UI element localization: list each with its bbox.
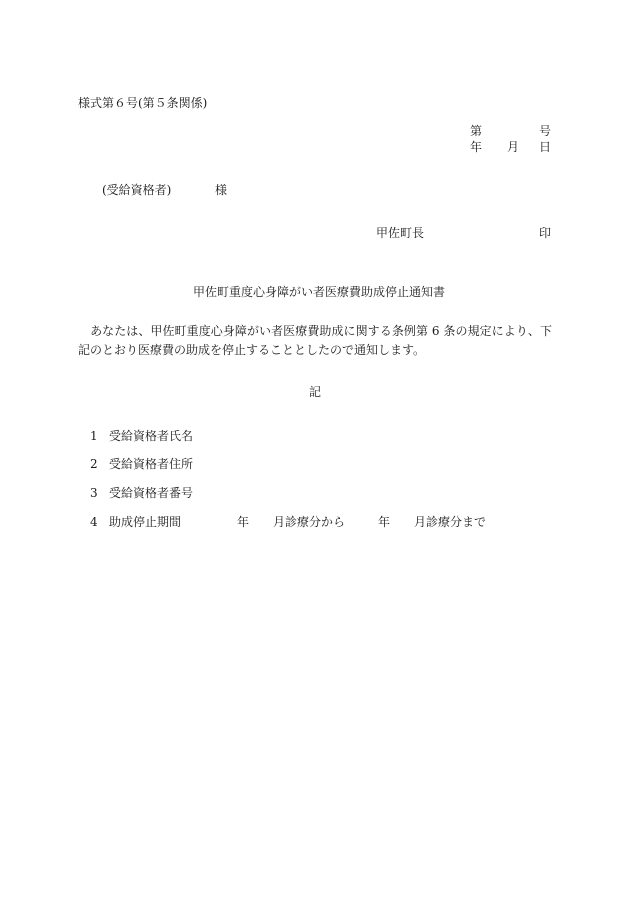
body-paragraph: あなたは、甲佐町重度心身障がい者医療費助成に関する条例第 6 条の規定により、下記のとおり医療費の助成を停止することとしたので通知します。 [78,324,552,357]
item-number: 4 [90,515,98,529]
item-number: 3 [90,486,98,500]
item-label: 助成停止期間 [109,515,182,529]
note-mark: 記 [309,385,322,399]
period-year-to: 年 [378,515,391,529]
date-month: 月 [507,140,520,154]
item-label: 受給資格者氏名 [109,429,194,443]
doc-number-suffix: 号 [539,124,552,138]
item-label: 受給資格者住所 [109,457,194,471]
document-title: 甲佐町重度心身障がい者医療費助成停止通知書 [193,285,446,299]
date-year: 年 [470,140,483,154]
form-number: 様式第６号(第５条関係) [78,96,208,110]
recipient-label: (受給資格者) [102,183,172,197]
date-day: 日 [539,140,552,154]
period-year-from: 年 [237,515,250,529]
recipient-honorific: 様 [215,183,228,197]
period-month-to: 月診療分まで [414,515,487,529]
item-number: 1 [90,429,98,443]
period-month-from: 月診療分から [273,515,346,529]
doc-number-prefix: 第 [470,124,483,138]
item-number: 2 [90,457,98,471]
seal-mark: 印 [539,226,552,240]
issuer-name: 甲佐町長 [376,226,425,240]
item-label: 受給資格者番号 [109,486,194,500]
